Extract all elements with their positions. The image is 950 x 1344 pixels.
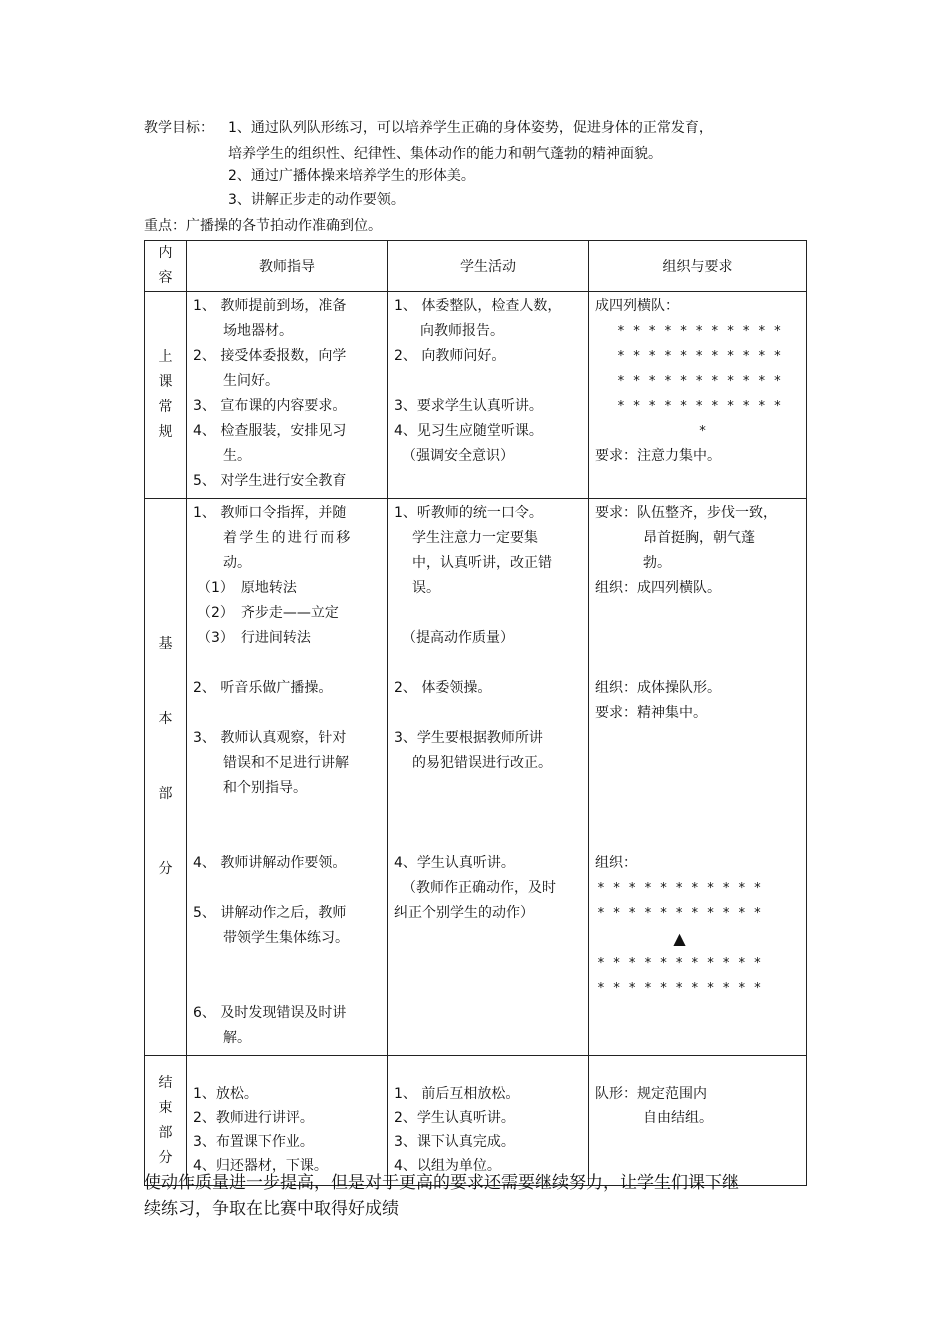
requirement-text: 昂首挺胸，朝气蓬 xyxy=(643,530,755,546)
list-item: 1、 教师提前到场，准备 xyxy=(193,298,347,314)
list-item: 1、 教师口令指挥，并随 xyxy=(193,505,347,521)
requirement-text: 要求：注意力集中。 xyxy=(595,448,721,464)
requirement-text: 要求：队伍整齐，步伐一致， xyxy=(595,505,777,521)
list-item: 1、 体委整队，检查人数， xyxy=(394,298,562,314)
table-row-section-3 xyxy=(145,1056,807,1186)
objective-1a: 1、通过队列队形练习，可以培养学生正确的身体姿势，促进身体的正常发育， xyxy=(228,120,713,136)
section-1-student xyxy=(388,292,589,499)
footer-line-1: 使动作质量进一步提高，但是对于更高的要求还需要继续努力，让学生们课下继 xyxy=(144,1173,739,1193)
list-item: 2、教师进行讲评。 xyxy=(193,1110,314,1126)
list-item: 生问好。 xyxy=(223,373,279,389)
list-item: （2） 齐步走——立定 xyxy=(197,605,339,621)
list-item: 2、学生认真听讲。 xyxy=(394,1110,515,1126)
section-1-label-char: 常 xyxy=(158,399,173,415)
list-item xyxy=(193,701,381,726)
list-item xyxy=(193,801,381,826)
list-item: 2、 体委领操。 xyxy=(394,680,492,696)
section-3-label-char: 结 xyxy=(158,1074,173,1091)
section-1-label-char: 上 xyxy=(158,349,173,365)
list-item: 4、 教师讲解动作要领。 xyxy=(193,855,347,871)
section-2-student xyxy=(388,499,589,1056)
list-item: 4、 检查服装，安排见习 xyxy=(193,423,347,439)
list-item: 的易犯错误进行改正。 xyxy=(412,755,552,771)
section-3-label-char: 束 xyxy=(158,1099,173,1116)
list-item: （3） 行进间转法 xyxy=(197,630,311,646)
formation-row: * * * * * * * * * * * xyxy=(617,374,782,389)
list-item: 3、 宣布课的内容要求。 xyxy=(193,398,347,414)
header-student: 学生活动 xyxy=(388,241,589,292)
list-item: 5、 对学生进行安全教育 xyxy=(193,473,347,489)
list-item: 错误和不足进行讲解 xyxy=(223,755,349,771)
organization-text: 组织： xyxy=(595,855,637,871)
list-item: 误。 xyxy=(412,580,440,596)
list-item: 带领学生集体练习。 xyxy=(223,930,349,946)
formation-text: 队形：规定范围内 xyxy=(595,1086,707,1102)
list-item: 1、听教师的统一口令。 xyxy=(394,505,543,521)
list-item xyxy=(394,776,582,801)
section-2-org xyxy=(589,499,807,1056)
list-item xyxy=(394,701,582,726)
section-1-teacher xyxy=(187,292,388,499)
section-2-label-char: 部 xyxy=(158,786,173,802)
section-2-label-char: 本 xyxy=(158,711,173,727)
list-item xyxy=(394,369,582,394)
list-item: （教师作正确动作，及时 xyxy=(402,880,556,896)
section-3-org xyxy=(589,1056,807,1186)
list-item xyxy=(193,826,381,851)
lesson-table xyxy=(144,240,807,1186)
list-item: 向教师报告。 xyxy=(420,323,504,339)
formation-row: * * * * * * * * * * * xyxy=(597,906,762,921)
section-3-student xyxy=(388,1056,589,1186)
section-1-label xyxy=(145,292,187,499)
list-item: （1） 原地转法 xyxy=(197,580,297,596)
list-item xyxy=(394,651,582,676)
organization-text: 组织：成体操队形。 xyxy=(595,680,721,696)
list-item: 1、放松。 xyxy=(193,1086,258,1102)
list-item xyxy=(193,951,381,976)
list-item: 2、 接受体委报数，向学 xyxy=(193,348,347,364)
list-item: 3、 教师认真观察，针对 xyxy=(193,730,347,746)
list-item xyxy=(394,601,582,626)
formation-row: * * * * * * * * * * * xyxy=(597,881,762,896)
formation-title: 成四列横队： xyxy=(595,298,679,314)
section-1-label-char: 规 xyxy=(158,424,173,440)
formation-row: * * * * * * * * * * * xyxy=(617,399,782,414)
requirement-text: 勃。 xyxy=(643,555,671,571)
header-content-char-2: 容 xyxy=(158,270,173,286)
section-3-label-char: 分 xyxy=(158,1149,173,1166)
list-item: 4、以组为单位。 xyxy=(394,1158,501,1174)
section-2-label-char: 分 xyxy=(158,861,173,877)
list-item xyxy=(394,801,582,826)
header-teacher: 教师指导 xyxy=(187,241,388,292)
list-item xyxy=(193,976,381,1001)
list-item xyxy=(394,826,582,851)
section-3-label-char: 部 xyxy=(158,1124,173,1141)
list-item: 中，认真听讲，改正错 xyxy=(412,555,552,571)
list-item: 3、布置课下作业。 xyxy=(193,1134,314,1150)
list-item: 3、学生要根据教师所讲 xyxy=(394,730,543,746)
section-1-org xyxy=(589,292,807,499)
list-item: 2、 向教师问好。 xyxy=(394,348,506,364)
footer-line-2: 续练习，争取在比赛中取得好成绩 xyxy=(144,1199,399,1219)
organization-text: 组织：成四列横队。 xyxy=(595,580,721,596)
requirement-text: 要求：精神集中。 xyxy=(595,705,707,721)
list-item: 解。 xyxy=(223,1030,251,1046)
list-item: 1、 前后互相放松。 xyxy=(394,1086,520,1102)
objective-3: 3、讲解正步走的动作要领。 xyxy=(228,192,405,208)
objective-1b: 培养学生的组织性、纪律性、集体动作的能力和朝气蓬勃的精神面貌。 xyxy=(228,146,662,162)
formation-row: * * * * * * * * * * * xyxy=(597,981,762,996)
table-header-row xyxy=(145,241,807,292)
list-item: 5、 讲解动作之后，教师 xyxy=(193,905,347,921)
list-item: 3、要求学生认真听讲。 xyxy=(394,398,543,414)
list-item: 生。 xyxy=(223,448,251,464)
section-3-teacher xyxy=(187,1056,388,1186)
list-item: 着学生的进行而移 xyxy=(223,530,353,546)
list-item: 纠正个别学生的动作） xyxy=(394,905,534,921)
objective-2: 2、通过广播体操来培养学生的形体美。 xyxy=(228,168,475,184)
list-item xyxy=(193,876,381,901)
list-item: （强调安全意识） xyxy=(402,448,514,464)
section-3-label xyxy=(145,1056,187,1186)
key-point: 重点：广播操的各节拍动作准确到位。 xyxy=(144,218,382,234)
teacher-position-icon: * xyxy=(698,424,707,439)
table-row-section-1 xyxy=(145,292,807,499)
list-item: 4、学生认真听讲。 xyxy=(394,855,515,871)
list-item: 和个别指导。 xyxy=(223,780,307,796)
header-content-char-1: 内 xyxy=(158,245,173,261)
objectives-label: 教学目标： xyxy=(144,120,214,136)
header-content xyxy=(145,241,187,292)
header-org: 组织与要求 xyxy=(589,241,807,292)
list-item: 3、课下认真完成。 xyxy=(394,1134,515,1150)
section-2-teacher xyxy=(187,499,388,1056)
section-1-label-char: 课 xyxy=(158,374,173,390)
list-item: 学生注意力一定要集 xyxy=(412,530,538,546)
list-item: 4、见习生应随堂听课。 xyxy=(394,423,543,439)
formation-row: * * * * * * * * * * * xyxy=(597,956,762,971)
list-item: 2、 听音乐做广播操。 xyxy=(193,680,333,696)
list-item: 6、 及时发现错误及时讲 xyxy=(193,1005,347,1021)
section-2-label-char: 基 xyxy=(158,636,173,652)
formation-text: 自由结组。 xyxy=(643,1110,713,1126)
list-item xyxy=(193,651,381,676)
teacher-triangle-icon: ▲ xyxy=(673,929,686,948)
list-item: （提高动作质量） xyxy=(402,630,514,646)
formation-row: * * * * * * * * * * * xyxy=(617,349,782,364)
section-2-label xyxy=(145,499,187,1056)
table-row-section-2 xyxy=(145,499,807,1056)
list-item: 场地器材。 xyxy=(223,323,293,339)
formation-row: * * * * * * * * * * * xyxy=(617,324,782,339)
list-item: 动。 xyxy=(223,555,251,571)
list-item: 4、归还器材，下课。 xyxy=(193,1158,328,1174)
